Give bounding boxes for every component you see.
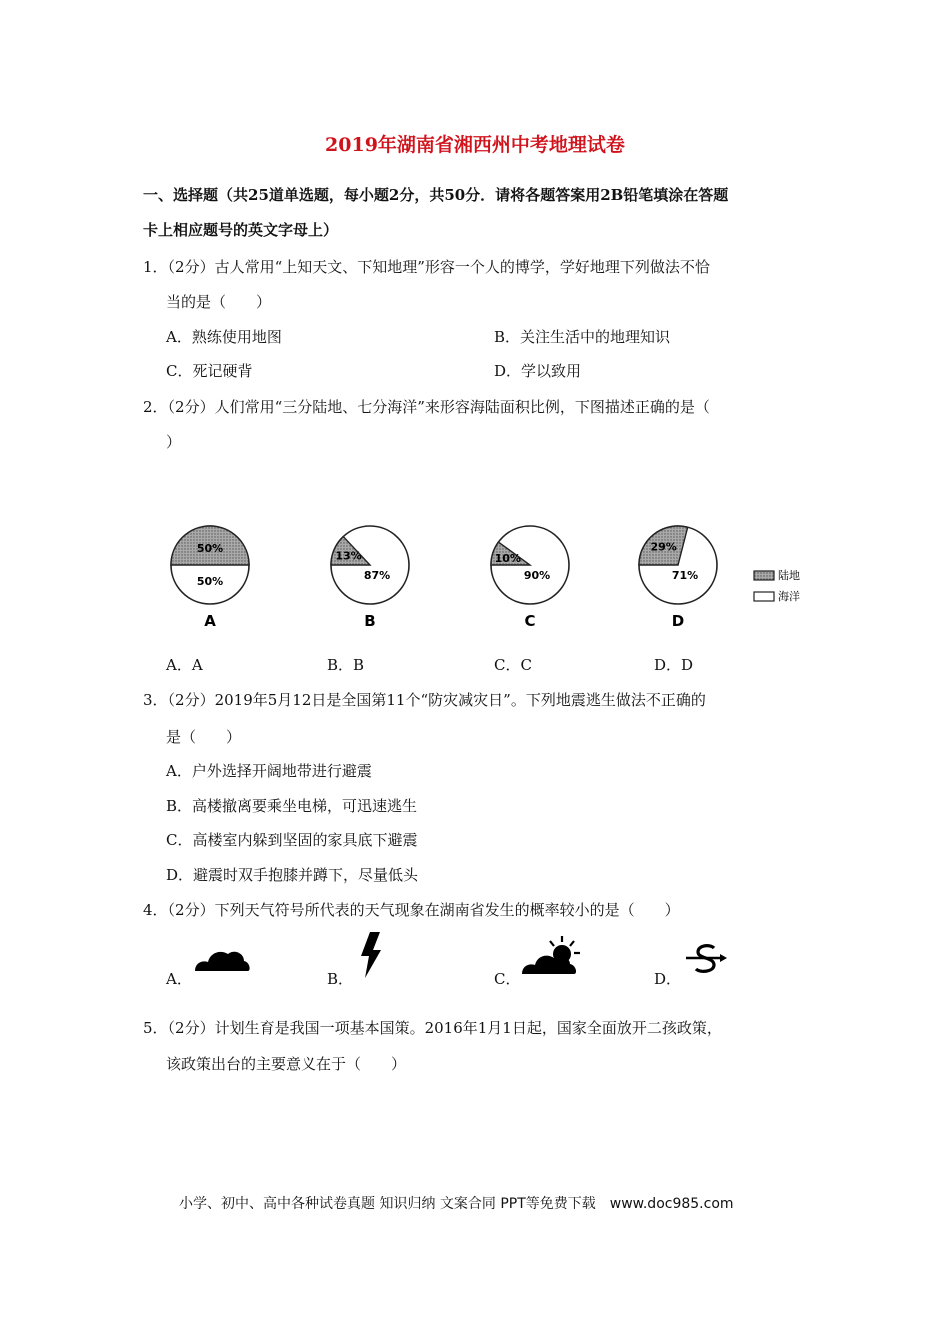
pie-caption: B [364, 612, 376, 630]
section-heading-line2: 卡上相应题号的英文字母上） [143, 221, 339, 239]
question-4-option-d[interactable]: D． [654, 970, 682, 988]
question-2-stem-cont: ） [166, 433, 182, 451]
pie-ocean-label: 50% [196, 575, 224, 588]
overcast-icon [192, 941, 252, 975]
footer-download-note[interactable]: 小学、初中、高中各种试卷真题 知识归纳 文案合同 PPT等免费下载 www.doc985.com [179, 1196, 734, 1212]
question-4-option-a[interactable]: A． [166, 970, 192, 988]
question-3-option-d[interactable]: D．避震时双手抱膝并蹲下，尽量低头 [166, 866, 419, 884]
question-2-option-b[interactable]: B．B [327, 656, 365, 674]
question-2-option-d[interactable]: D．D [654, 656, 694, 674]
question-4-option-c[interactable]: C． [494, 970, 521, 988]
legend-ocean-swatch [754, 592, 774, 601]
legend [754, 568, 800, 603]
question-2-option-a[interactable]: A．A [166, 656, 203, 674]
pie-land-label: 10% [494, 551, 521, 565]
pie-land-label: 50% [196, 542, 224, 555]
pie-caption: A [204, 612, 216, 630]
pie-d [639, 526, 717, 630]
pie-caption: C [524, 612, 536, 630]
land-ocean-pie-figure [160, 515, 820, 635]
question-1-option-c[interactable]: C．死记硬背 [166, 362, 253, 380]
question-3-option-c[interactable]: C．高楼室内躲到坚固的家具底下避震 [166, 831, 418, 849]
question-1-option-b[interactable]: B．关注生活中的地理知识 [494, 328, 671, 346]
question-1-stem: 1．（2分）古人常用“上知天文、下知地理”形容一个人的博学，学好地理下列做法不恰 [143, 258, 710, 276]
question-1-option-d[interactable]: D．学以致用 [494, 362, 582, 380]
pie-ocean-label: 71% [671, 569, 699, 582]
question-1-option-a[interactable]: A．熟练使用地图 [166, 328, 282, 346]
legend-ocean-label: 海洋 [778, 590, 800, 603]
pie-a [171, 526, 249, 630]
partly-cloudy-icon [518, 934, 584, 978]
lightning-icon [356, 930, 386, 980]
pie-ocean-label: 90% [523, 569, 551, 582]
legend-land-label: 陆地 [778, 569, 800, 582]
legend-land-swatch [754, 571, 774, 580]
sandstorm-icon [684, 942, 730, 976]
pie-land-label: 29% [650, 540, 677, 554]
pie-b [331, 526, 409, 630]
question-5-stem: 5．（2分）计划生育是我国一项基本国策。2016年1月1日起，国家全面放开二孩政策， [143, 1019, 722, 1037]
pie-c [491, 526, 569, 630]
section-heading-line1: 一、选择题（共25道单选题，每小题2分，共50分．请将各题答案用2B铅笔填涂在答题 [143, 186, 729, 204]
pie-caption: D [671, 612, 685, 630]
question-2-stem: 2．（2分）人们常用“三分陆地、七分海洋”来形容海陆面积比例，下图描述正确的是（ [143, 398, 710, 416]
pie-ocean-label: 87% [363, 569, 391, 582]
page-title: 2019年湖南省湘西州中考地理试卷 [325, 134, 625, 156]
pie-land-label: 13% [335, 549, 362, 563]
question-3-stem: 3．（2分）2019年5月12日是全国第11个“防灾减灾日”。下列地震逃生做法不正确的 [143, 691, 706, 709]
question-3-option-b[interactable]: B．高楼撤离要乘坐电梯，可迅速逃生 [166, 797, 418, 815]
question-4-option-b[interactable]: B． [327, 970, 354, 988]
question-3-option-a[interactable]: A．户外选择开阔地带进行避震 [166, 762, 372, 780]
question-2-option-c[interactable]: C．C [494, 656, 532, 674]
question-1-stem-cont: 当的是（ ） [166, 293, 272, 311]
question-4-stem: 4．（2分）下列天气符号所代表的天气现象在湖南省发生的概率较小的是（ ） [143, 901, 680, 919]
question-5-stem-cont: 该政策出台的主要意义在于（ ） [166, 1055, 407, 1073]
question-3-stem-cont: 是（ ） [166, 728, 242, 746]
